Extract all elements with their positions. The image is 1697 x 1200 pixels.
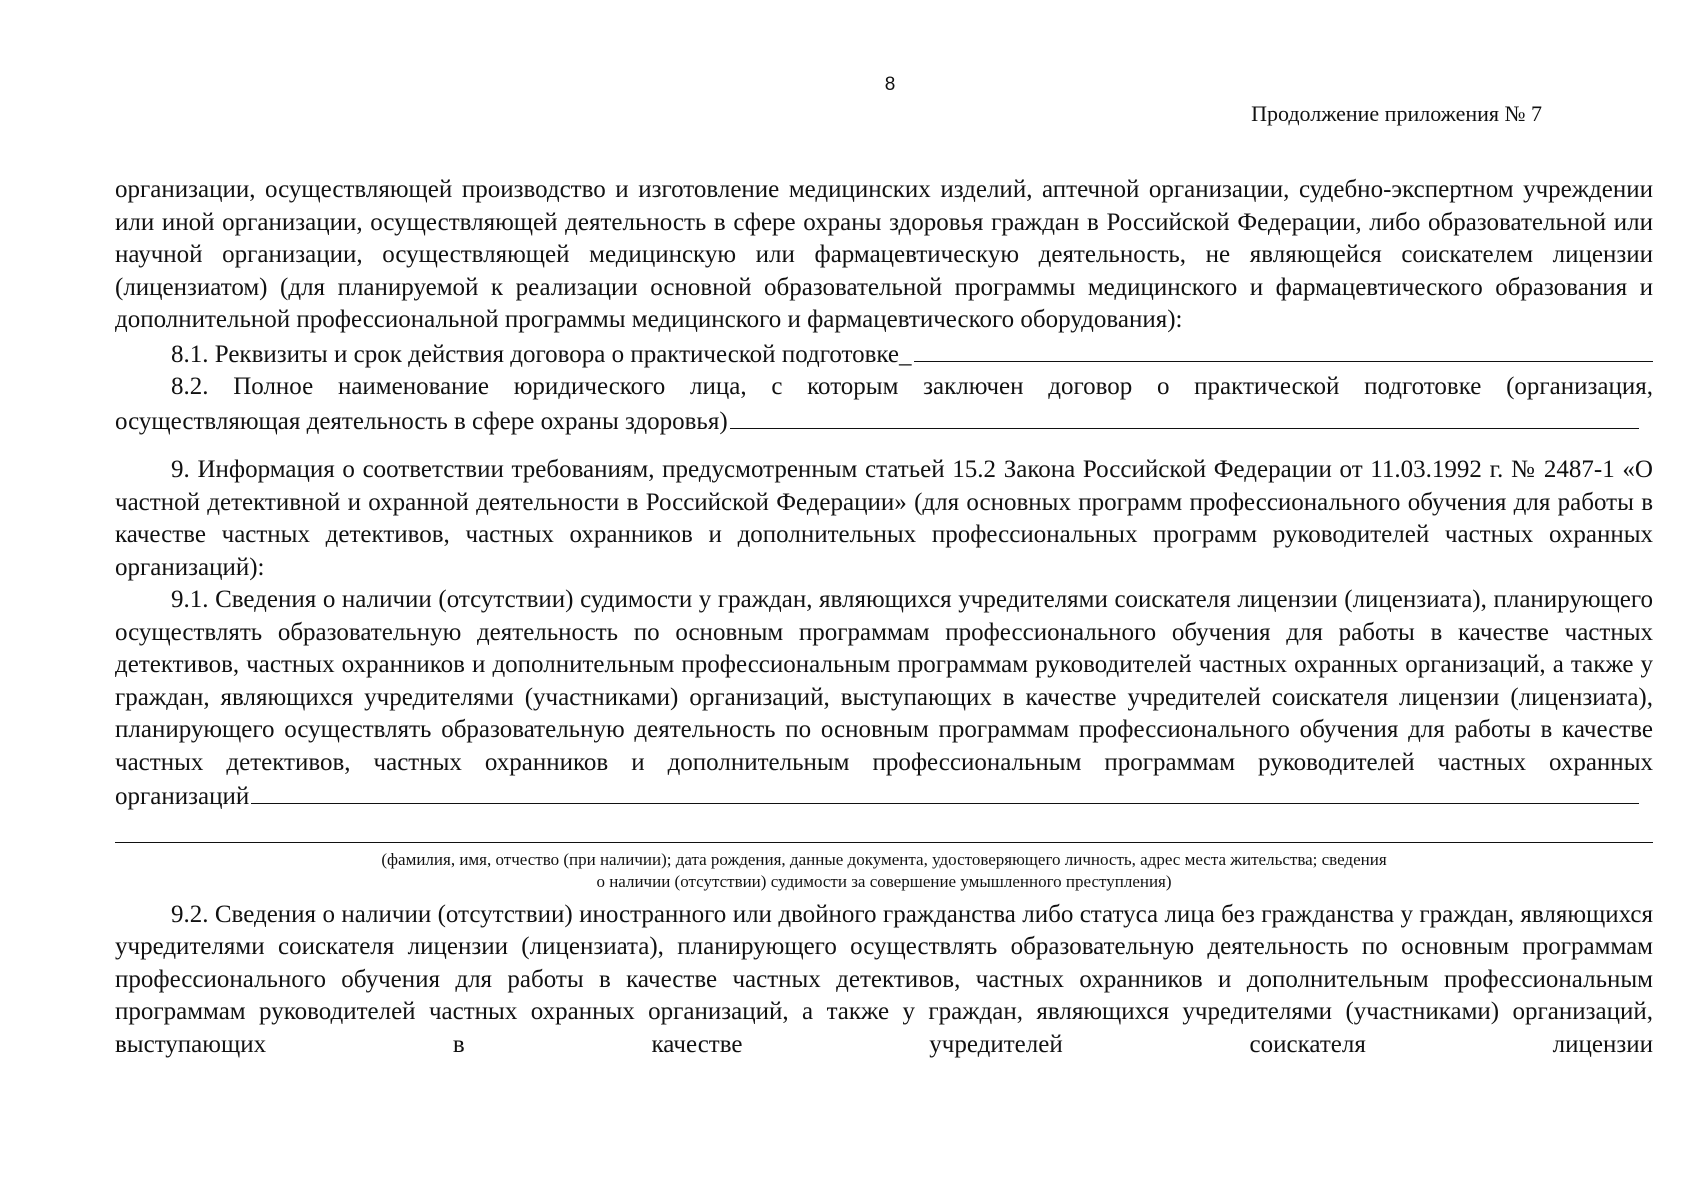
caption-line-2: о наличии (отсутствии) судимости за совершение умышленного преступления) [596,871,1172,891]
item-9-1-full-rule [115,820,1653,843]
item-8-2-fill-line [730,404,1639,429]
item-9-1-caption [115,849,1653,893]
item-9-2-paragraph: 9.2. Сведения о наличии (отсутствии) иностранного или двойного гражданства либо статуса лица без гражданства у граждан, являющихся учредителями соискателя лицензии (лицензиата), планирующего осуществлять образовательную деятельность по основным программам профессионального обучения для работы в качестве частных детективов, частных охранников и дополнительным профессиональным программам руководителей частных охранных организаций, а также у граждан, являющихся учредителями (участниками) организаций, выступающих в качестве учредителей соискателя лицензии [115,900,1653,1058]
item-9-1-fill-line [251,779,1639,804]
caption-line-1: (фамилия, имя, отчество (при наличии); дата рождения, данные документа, удостоверяющего личность, адрес места жительства; сведения [381,849,1387,869]
item-9-1-row [115,779,1653,814]
item-8-1-fill-line [914,337,1653,362]
item-9-1-paragraph: 9.1. Сведения о наличии (отсутствии) судимости у граждан, являющихся учредителями соискателя лицензии (лицензиата), планирующего осуществлять образовательную деятельность по основным программам профессионального обучения для работы в качестве частных детективов, частных охранников и дополнительным профессиональным программам руководителей частных охранных организаций, а также у граждан, являющихся учредителями (участниками) организаций, выступающих в качестве учредителей соискателя лицензии (лицензиата), планирующего осуществлять образовательную деятельность по основным программам профессионального обучения для работы в качестве частных детективов, частных охранников и дополнительным профессиональным программам руководителей частных охранных [115,586,1653,776]
item-8-2-text: 8.2. Полное наименование юридического лица, с которым заключен договор о практической подготовке (организация, [171,373,1653,400]
item-8-2-row [115,404,1653,439]
item-9-paragraph: 9. Информация о соответствии требованиям, предусмотренным статьей 15.2 Закона Российской Федерации от 11.03.1992 г. № 2487-1 «О частной детективной и охранной деятельности в Российской Федерации» (для основных программ профессионального обучения для работы в качестве частных детективов, частных охранников и дополнительных профессиональных программ руководителей частных охранных организаций): [115,456,1653,581]
appendix-header: Продолжение приложения № 7 [1251,101,1542,126]
document-body [115,174,1653,1061]
item-8-1-row [115,337,1653,372]
item-8-1-text: 8.1. Реквизиты и срок действия договора о практической подготовке_ [171,340,912,368]
item-8-2-last-text: осуществляющая деятельность в сфере охраны здоровья) [115,407,728,435]
item-9-1-last-text: организаций [115,783,250,810]
page-number: 8 [884,74,896,95]
intro-paragraph: организации, осуществляющей производство и изготовление медицинских изделий, аптечной организации, судебно-экспертном учреждении или иной организации, осуществляющей деятельность в сфере охраны здоровья граждан в Российской Федерации, либо образовательной или научной организации, осуществляющей медицинскую или фармацевтическую деятельность, не являющейся соискателем лицензии (лицензиатом) (для планируемой к реализации основной образовательной программы медицинского и фармацевтического образования и дополнительной профессиональной программы медицинского и фармацевтического оборудования): [115,176,1653,333]
